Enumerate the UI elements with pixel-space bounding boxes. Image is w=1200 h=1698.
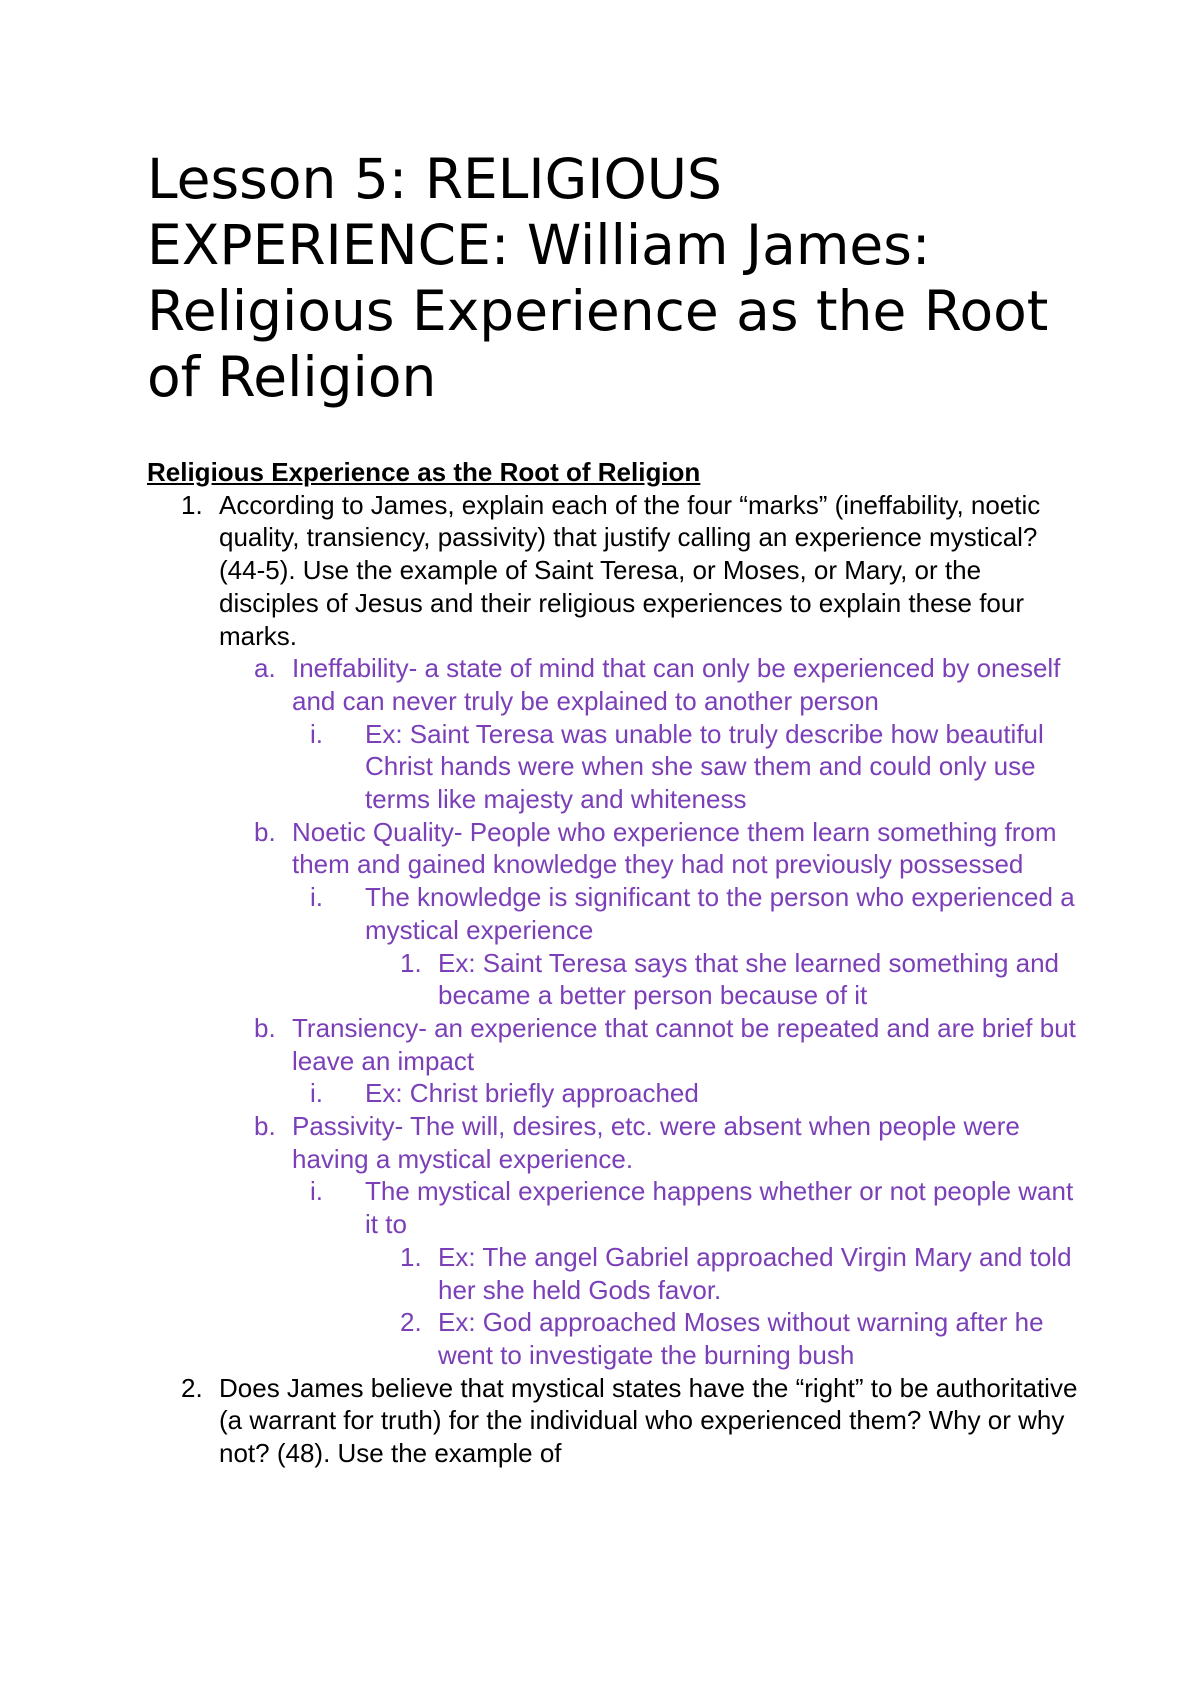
answer-text: Passivity- The will, desires, etc. were absent when people were having a mystical experience. xyxy=(292,1111,1020,1174)
answer-text: Ex: The angel Gabriel approached Virgin Mary and told her she held Gods favor. xyxy=(438,1241,1072,1305)
list-marker: 1. xyxy=(400,947,422,978)
answer-noetic-detail xyxy=(147,881,1087,946)
list-marker: b. xyxy=(254,1012,276,1043)
answer-passivity-detail xyxy=(147,1175,1087,1240)
document-body xyxy=(147,456,1087,1470)
answer-ineffability xyxy=(147,652,1087,717)
list-marker: 2. xyxy=(400,1307,422,1338)
list-marker: b. xyxy=(254,816,276,847)
list-marker: 1. xyxy=(181,489,203,520)
page-title: Lesson 5: RELIGIOUS EXPERIENCE: William James: Religious Experience as the Root of Religion xyxy=(147,147,1049,409)
answer-text: Ex: God approached Moses without warning after he went to investigate the burning bush xyxy=(438,1307,1044,1370)
answer-text: Ex: Saint Teresa says that she learned something and became a better person because of it xyxy=(438,947,1060,1011)
list-marker: i. xyxy=(310,1176,323,1207)
answer-text: Ex: Christ briefly approached xyxy=(365,1078,699,1109)
answer-text: The knowledge is significant to the person who experienced a mystical experience xyxy=(365,882,1075,945)
list-marker: 1. xyxy=(400,1241,422,1272)
answer-noetic-example xyxy=(147,947,1087,1012)
answer-text: Ex: Saint Teresa was unable to truly describe how beautiful Christ hands were when she saw them and could only use terms like majesty and whiteness xyxy=(365,718,1044,815)
answer-passivity xyxy=(147,1110,1087,1175)
question-2 xyxy=(147,1372,1087,1470)
list-marker: i. xyxy=(310,1078,323,1109)
answer-text: Ineffability- a state of mind that can only be experienced by oneself and can never truly be explained to another person xyxy=(292,653,1061,716)
list-marker: 2. xyxy=(181,1372,203,1403)
list-marker: i. xyxy=(310,882,323,913)
answer-transiency-example xyxy=(147,1077,1087,1110)
section-subheading: Religious Experience as the Root of Religion xyxy=(147,457,701,487)
list-marker: a. xyxy=(254,653,276,684)
question-text: Does James believe that mystical states have the “right” to be authoritative (a warrant for truth) for the individual who experienced them? Why or why not? (48). Use the example of xyxy=(219,1372,1078,1469)
answer-text: Noetic Quality- People who experience them learn something from them and gained knowledge they had not previously possessed xyxy=(292,816,1057,880)
answer-noetic-quality xyxy=(147,816,1087,881)
list-marker: b. xyxy=(254,1111,276,1142)
answer-text: Transiency- an experience that cannot be repeated and are brief but leave an impact xyxy=(292,1012,1076,1076)
question-text: According to James, explain each of the four “marks” (ineffability, noetic quality, transiency, passivity) that justify calling an experience mystical? (44-5). Use the example of Saint Teresa, or Moses, or Mary, or the disciples of Jesus and their religious experiences to explain these four marks. xyxy=(219,489,1041,651)
answer-ineffability-example xyxy=(147,718,1087,816)
question-1 xyxy=(147,489,1087,653)
list-marker: i. xyxy=(310,718,323,749)
answer-transiency xyxy=(147,1012,1087,1077)
answer-passivity-example-1 xyxy=(147,1241,1087,1306)
answer-passivity-example-2 xyxy=(147,1306,1087,1371)
answer-text: The mystical experience happens whether or not people want it to xyxy=(365,1176,1074,1240)
